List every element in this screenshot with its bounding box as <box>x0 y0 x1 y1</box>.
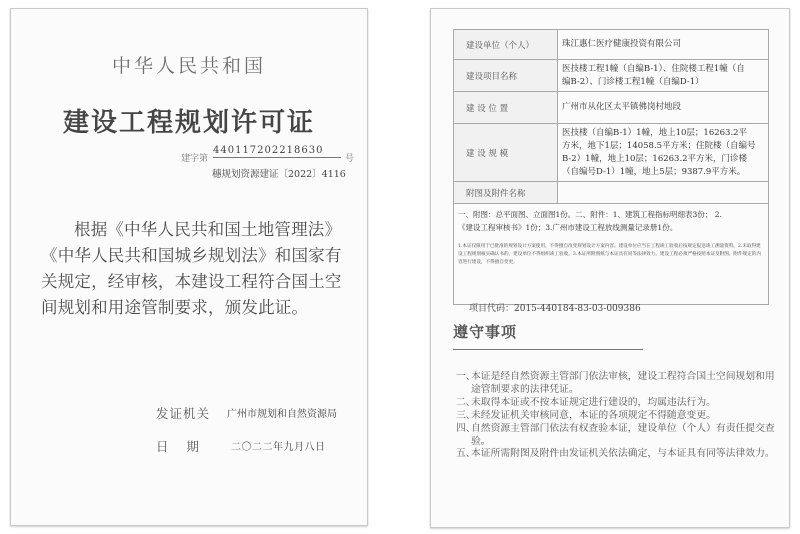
department-document-number: 穗规划资源建证〔2022〕4116 <box>212 169 346 180</box>
permit-body-text: 根据《中华人民共和国土地管理法》《中华人民共和国城乡规划法》和国家有关规定，经审核，本建设工程符合国土空间规划和用途管制要求，颁发此证。 <box>41 220 342 317</box>
notice-text: 未经发证机关审核同意，本证的各项规定不得随意变更。 <box>471 409 716 421</box>
table-row <box>454 92 769 124</box>
row-value <box>558 182 769 204</box>
attachments-cell <box>454 204 769 305</box>
value-line: 珠江惠仁医疗健康投资有限公司 <box>562 39 682 49</box>
notice-text: 本证所需附图及附件由发证机关依法确定，与本证具有同等法律效力。 <box>471 448 775 460</box>
notice-text: 自然资源主管部门依法有权查验本证，建设单位（个人）有责任提交查验。 <box>471 422 775 447</box>
value-line: 医技楼工程1幢（自编B-1）、住院楼工程1幢（自 <box>562 63 745 74</box>
country-name: 中华人民共和国 <box>111 55 266 77</box>
permit-hao-label: 号 <box>345 154 355 164</box>
notice-item <box>456 448 776 461</box>
notice-item <box>456 410 776 423</box>
notice-number: 五、 <box>456 448 476 460</box>
permit-front-page <box>10 8 368 526</box>
notice-number: 三、 <box>456 409 476 421</box>
table-row <box>454 60 769 92</box>
permit-title: 建设工程规划许可证 <box>62 108 315 138</box>
attachments-line: 《建设工程审核书》1份；3.广州市建设工程放线测量记录册1份。 <box>458 223 678 232</box>
notice-number: 一、 <box>456 371 476 382</box>
value-line: 广州市从化区太平镇佛岗村地段 <box>562 102 682 112</box>
row-label: 建 设 规 模 <box>454 124 558 182</box>
value-line: 医技楼（自编B-1）1幢，地上10层；16263.2平 <box>562 127 748 138</box>
row-label: 建设项目名称 <box>454 60 558 92</box>
row-label: 建 设 位 置 <box>454 92 558 124</box>
value-line: B-2）1幢，地上10层；16263.2平方米，门诊楼 <box>562 153 748 164</box>
notice-title-divider <box>453 349 643 350</box>
table-row <box>454 182 769 204</box>
permit-back-page <box>430 8 790 528</box>
notice-item <box>456 371 776 397</box>
row-value <box>558 92 769 124</box>
row-label: 附图及附件名称 <box>454 182 558 204</box>
table-row <box>454 30 769 60</box>
issuer-name: 广州市规划和自然资源局 <box>227 409 337 420</box>
value-line: （自编号D-1）1幢，地上5层；9387.9平方米。 <box>562 166 746 177</box>
row-value <box>558 60 769 92</box>
issuer-label: 发证机关 <box>156 406 211 421</box>
permit-details-table <box>453 29 769 305</box>
table-row <box>454 204 769 305</box>
row-value <box>558 124 769 182</box>
notice-number: 二、 <box>456 396 476 408</box>
permit-number: 440117202218630 <box>213 145 341 158</box>
table-row <box>454 124 769 182</box>
permit-zi-label: 建字第 <box>181 154 209 164</box>
notice-title: 遵守事项 <box>453 323 518 341</box>
value-line: 方米，地下1层；14058.5平方米；住院楼（自编号 <box>562 140 756 151</box>
notice-list <box>456 371 776 461</box>
value-line: 编B-2）、门诊楼工程1幢（自编D-1） <box>562 76 704 87</box>
notice-text: 本证是经自然资源主管部门依法审核，建设工程符合国土空间规划和用途管制要求的法律凭证。 <box>471 371 775 395</box>
row-label: 建设单位（个人） <box>454 30 558 60</box>
issue-date: 二〇二二年九月八日 <box>231 442 326 453</box>
attachments-line: 一、附图：总平面图、立面图1份。二、附件：1、建筑工程指标明细表3份； 2. <box>458 210 722 219</box>
notice-item <box>456 397 776 410</box>
notice-number: 四、 <box>456 422 476 434</box>
project-code: 项目代码：2015-440184-83-03-009386 <box>469 304 641 314</box>
notice-text: 未取得本证或不按本证规定进行建设的，均属违法行为。 <box>471 396 716 408</box>
date-label: 日 期 <box>156 439 199 454</box>
notice-item <box>456 423 776 449</box>
fine-print-notes: 1.本证仅限用于已批准的规划设计方案使用，不得擅自改变规划设计方案内容。建设单位应当在工程竣工验收后按规定报送竣工测量资料。2.未取得建设工程规划核实确认书的，建设单位不得组织竣工验收。3.本证所附图纸与本证具有同等法律效力。建设工程必须严格按照本证及附图、附件规定的内容进行建设，不得擅自变更。 <box>458 244 761 265</box>
row-value <box>558 30 769 60</box>
